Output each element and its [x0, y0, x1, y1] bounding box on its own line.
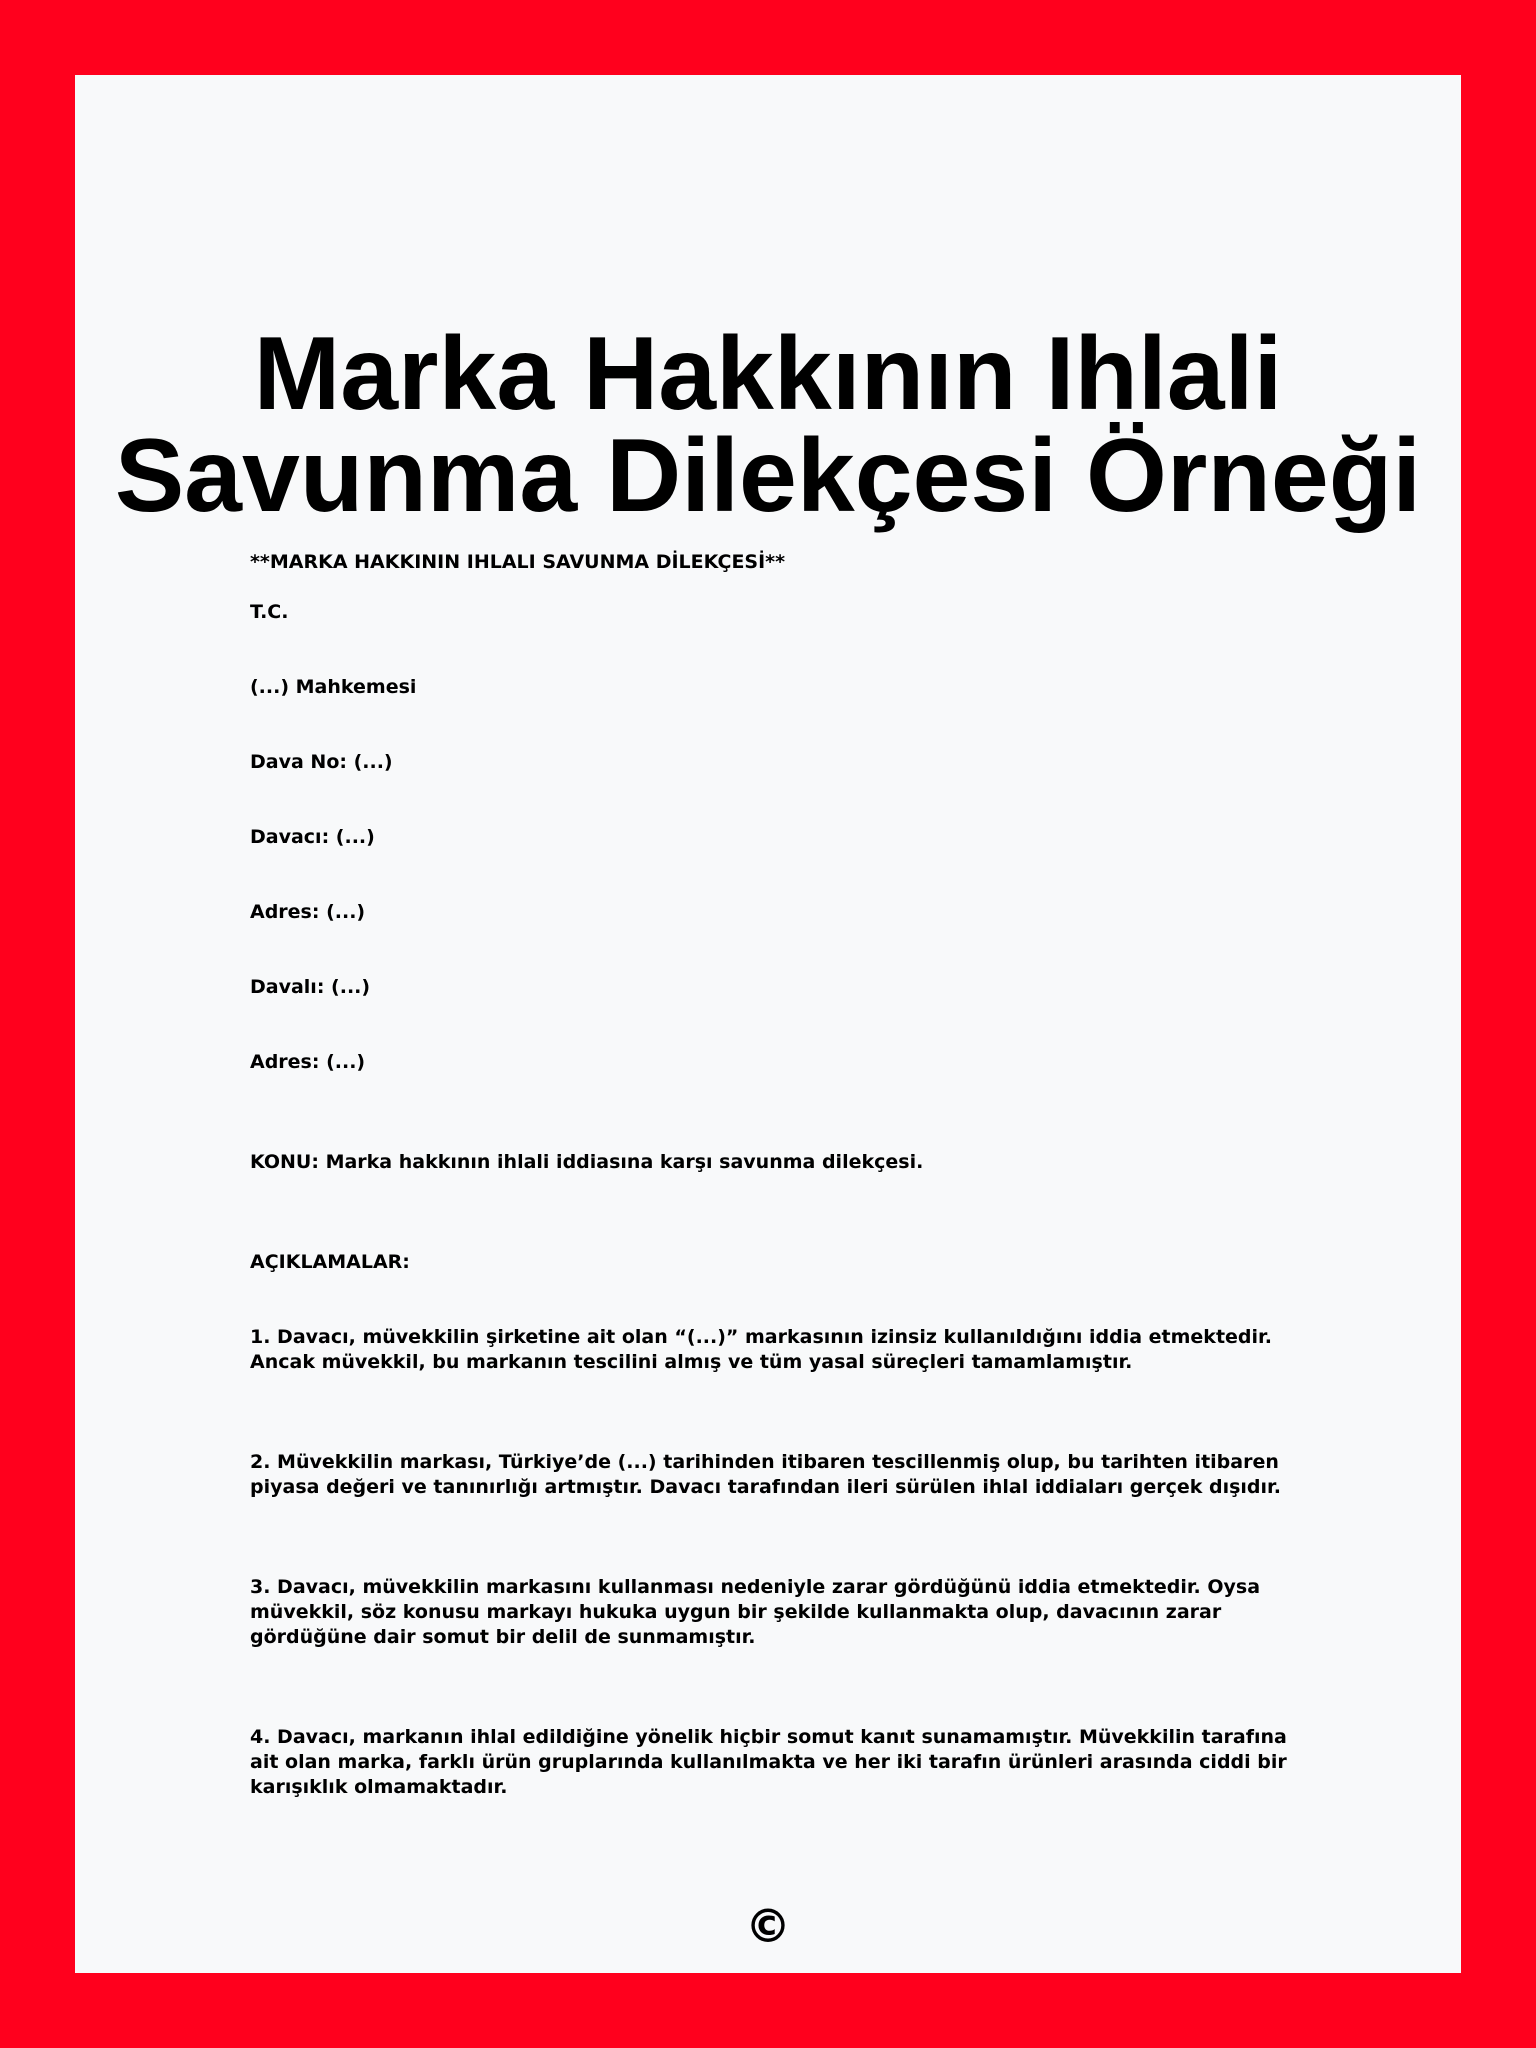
tc-label: T.C.	[250, 601, 289, 623]
defendant-address: Adres: (...)	[250, 1051, 366, 1073]
subject-line: KONU: Marka hakkının ihlali iddiasına karşı savunma dilekçesi.	[250, 1151, 924, 1173]
case-number: Dava No: (...)	[250, 751, 393, 773]
defendant: Davalı: (...)	[250, 976, 371, 998]
paragraph-1: 1. Davacı, müvekkilin şirketine ait olan “(...)” markasının izinsiz kullanıldığını iddia etmektedir. Ancak müvekkil, bu markanın tescilini almış ve tüm yasal süreçleri tamamlamıştır.	[250, 1326, 1272, 1373]
court-name: (...) Mahkemesi	[250, 676, 417, 698]
plaintiff: Davacı: (...)	[250, 826, 375, 848]
paragraph-3: 3. Davacı, müvekkilin markasını kullanması nedeniyle zarar gördüğünü iddia etmektedir. Oysa müvekkil, söz konusu markayı hukuka uygun bir şekilde kullanmakta olup, davacının zarar gördüğüne dair somut bir delil de sunmamıştır.	[250, 1576, 1261, 1648]
petition-heading: **MARKA HAKKININ IHLALI SAVUNMA DİLEKÇESİ**	[250, 551, 786, 573]
paragraph-2: 2. Müvekkilin markası, Türkiye’de (...) tarihinden itibaren tescillenmiş olup, bu tarihten itibaren piyasa değeri ve tanınırlığı artmıştır. Davacı tarafından ileri sürülen ihlal iddiaları gerçek dışıdır.	[250, 1451, 1281, 1498]
title-line-2: Savunma Dilekçesi Örneği	[114, 418, 1422, 534]
copyright-icon: ©	[745, 1899, 791, 1953]
document-page	[75, 75, 1461, 1973]
explanations-heading: AÇIKLAMALAR:	[250, 1251, 410, 1273]
plaintiff-address: Adres: (...)	[250, 901, 366, 923]
paragraph-4: 4. Davacı, markanın ihlal edildiğine yönelik hiçbir somut kanıt sunamamıştır. Müvekkilin tarafına ait olan marka, farklı ürün gruplarında kullanılmakta ve her iki tarafın ürünleri arasında ciddi bir karışıklık olmamaktadır.	[250, 1726, 1287, 1798]
title-line-1: Marka Hakkının Ihlali	[253, 316, 1283, 432]
page-title	[75, 316, 1461, 534]
